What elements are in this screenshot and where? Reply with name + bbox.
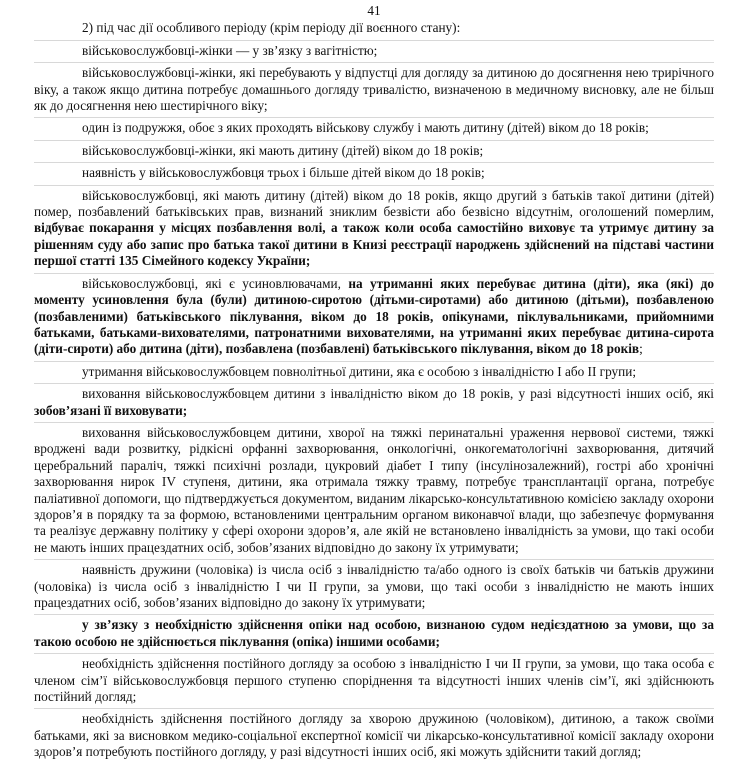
paragraph-block xyxy=(34,273,714,361)
text-run: ; xyxy=(639,341,643,357)
text-run: необхідність здійснення постійного догляду за хворою дружиною (чоловіком), дитиною, а також своїми батьками, які за висновком медико-соціальної експертної комісії чи лікарсько-консультативної комісії закладу охорони здоров’я потребують постійного догляду, у разі відсутності інших осіб, які можуть здійснити такий догляд; xyxy=(34,711,714,760)
text-run: військовослужбовці-жінки, які перебувають у відпустці для догляду за дитиною до досягнення нею трирічного віку, а також якщо дитина потребує домашнього догляду тривалістю, визначеною в медичному висновку, але не більш як до досягнення нею шестирічного віку; xyxy=(34,65,714,114)
paragraph xyxy=(34,617,714,650)
paragraph xyxy=(34,65,714,114)
text-run: виховання військовослужбовцем дитини, хворої на тяжкі перинатальні ураження нервової системи, тяжкі вроджені вади розвитку, рідкісні орфанні захворювання, онкологічні, онкогематологічні захворювання, дитячий церебральний параліч, тяжкі психічні розлади, цукровий діабет I типу (інсулінозалежний), гострі або хронічні захворювання нирок IV ступеня, дитини, яка отримала тяжку травму, потребує трансплантації органа, потребує паліативної допомоги, що підтверджується документом, виданим лікарсько-консультативною комісією закладу охорони здоров’я в порядку та за формою, встановленими центральним органом виконавчої влади, що забезпечує формування та реалізує державну політику у сфері охорони здоров’я, але якій не встановлено інвалідність за умови, що такі особи не мають інших працездатних осіб, зобов’язаних відповідно до закону їх утримувати; xyxy=(34,424,714,555)
paragraph-block xyxy=(34,422,714,559)
paragraph xyxy=(34,711,714,760)
paragraph xyxy=(34,425,714,556)
paragraph-block xyxy=(34,62,714,117)
paragraph-block xyxy=(34,361,714,383)
text-run: військовослужбовці, які є усиновлювачами, xyxy=(82,275,349,291)
paragraph xyxy=(34,188,714,270)
bold-text: на утриманні яких перебуває дитина (діти), яка (які) до моменту усиновлення була (були) дитиною-сиротою (дітьми-сиротами) або дитиною (дітьми), позбавленою (позбавленими) батьківського піклування, віком до 18 років, опікунами, піклувальниками, прийомними батьками, батьками-вихователями, патронатними вихователями, на утриманні яких перебуває дитина-сирота (діти-сироти) або дитина (діти), позбавлена (позбавлені) батьківського піклування, віком до 18 років xyxy=(34,275,714,357)
text-run: необхідність здійснення постійного догляду за особою з інвалідністю I чи II групи, за умови, що така особа є членом сім’ї військовослужбовця першого ступеню споріднення та відсутності інших членів сім’ї, які здійснюють постійний догляд; xyxy=(34,656,714,705)
paragraph-list xyxy=(34,20,714,763)
text-run: військовослужбовці-жінки, які мають дитину (дітей) віком до 18 років; xyxy=(82,142,484,158)
paragraph xyxy=(34,364,714,380)
paragraph-block xyxy=(34,162,714,184)
paragraph xyxy=(34,656,714,705)
paragraph-block xyxy=(34,117,714,139)
bold-text: у зв’язку з необхідністю здійснення опіки над особою, визнаною судом недієздатною за умови, що за такою особою не здійснюється піклування (опіка) іншими особами; xyxy=(34,617,714,649)
paragraph xyxy=(34,562,714,611)
text-run: утримання військовослужбовцем повнолітньої дитини, яка є особою з інвалідністю I або II групи; xyxy=(82,363,637,379)
paragraph-block xyxy=(34,40,714,62)
text-run: наявність у військовослужбовця трьох і більше дітей віком до 18 років; xyxy=(82,165,485,181)
paragraph-block xyxy=(34,20,714,39)
paragraph-block xyxy=(34,614,714,653)
text-run: військовослужбовці-жінки — у зв’язку з вагітністю; xyxy=(82,42,378,58)
paragraph xyxy=(34,43,714,59)
paragraph xyxy=(34,165,714,181)
text-run: 2) під час дії особливого періоду (крім періоду дії воєнного стану): xyxy=(82,20,461,36)
paragraph-block xyxy=(34,653,714,708)
paragraph-block xyxy=(34,383,714,422)
paragraph xyxy=(34,143,714,159)
paragraph xyxy=(34,276,714,358)
paragraph-block xyxy=(34,708,714,763)
paragraph-block xyxy=(34,185,714,273)
paragraph-block xyxy=(34,559,714,614)
text-run: наявність дружини (чоловіка) із числа осіб з інвалідністю та/або одного із своїх батьків чи батьків дружини (чоловіка) із числа осіб з інвалідністю I чи II групи, за умови, що такі особи з інвалідністю не мають інших працездатних осіб, зобов’язаних відповідно до закону їх утримувати; xyxy=(34,562,714,610)
paragraph xyxy=(34,120,714,136)
text-run: військовослужбовці, які мають дитину (дітей) віком до 18 років, якщо другий з батьків такої дитини (дітей) помер, позбавлений батьківських прав, визнаний зниклим безвісти або безвісно відсутнім, оголошений померлим, xyxy=(34,187,714,220)
bold-text: відбуває покарання у місцях позбавлення волі, а також коли особа самостійно виховує та утримує дитину за рішенням суду або запис про батька такої дитини в Книзі реєстрації народжень здійснений на підставі частини першої статті 135 Сімейного кодексу України; xyxy=(34,220,714,269)
paragraph-block xyxy=(34,140,714,162)
page-number: 41 xyxy=(367,3,381,18)
text-run: виховання військовослужбовцем дитини з інвалідністю віком до 18 років, у разі відсутності інших осіб, які xyxy=(82,386,714,402)
text-run: один із подружжя, обоє з яких проходять військову службу і мають дитину (дітей) віком до 18 років; xyxy=(82,120,649,136)
paragraph xyxy=(34,386,714,419)
paragraph xyxy=(34,20,714,36)
bold-text: зобов’язані її виховувати; xyxy=(34,402,188,418)
